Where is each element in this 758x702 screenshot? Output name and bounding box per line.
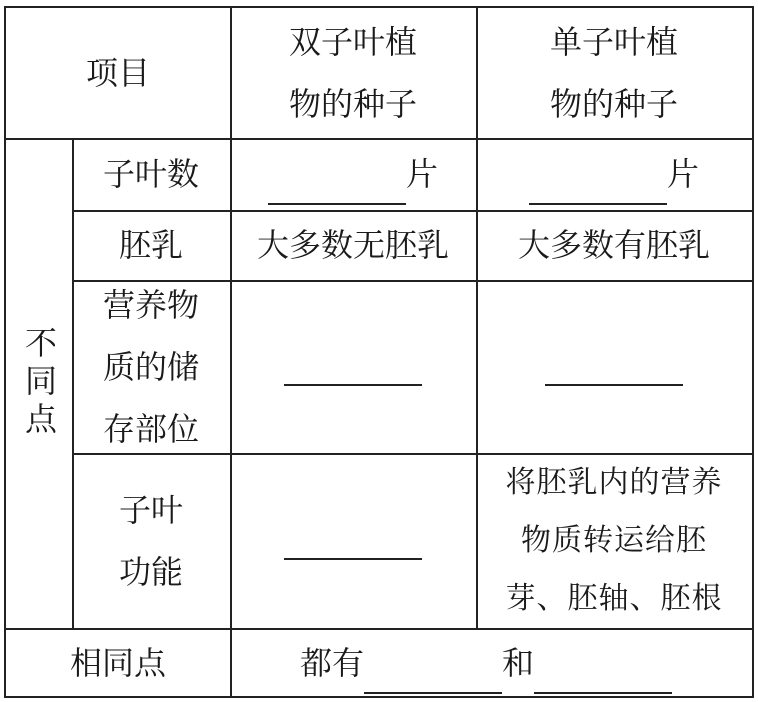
storage-label-line1: 营养物 bbox=[102, 285, 199, 324]
cell-dicot-cotyledon-count bbox=[230, 138, 476, 210]
row-label-cotyledon-count bbox=[72, 138, 230, 210]
monocot-endosperm-text: 大多数有胚乳 bbox=[517, 226, 710, 264]
fill-blank-monocot-storage[interactable] bbox=[545, 348, 683, 386]
cell-monocot-function bbox=[476, 453, 752, 628]
header-monocot-line1: 单子叶植 bbox=[549, 23, 678, 61]
common-label: 相同点 bbox=[69, 644, 166, 682]
comparison-table bbox=[4, 6, 754, 698]
cell-dicot-function bbox=[230, 453, 476, 628]
fill-blank-dicot-function[interactable] bbox=[284, 522, 422, 560]
group-label-differences bbox=[6, 138, 72, 628]
fill-blank-common-2[interactable] bbox=[534, 656, 672, 694]
endosperm-label: 胚乳 bbox=[118, 226, 183, 264]
storage-label-line2: 质的储 bbox=[102, 347, 199, 386]
header-dicot-line1: 双子叶植 bbox=[288, 23, 417, 61]
monocot-function-line3: 芽、胚轴、胚根 bbox=[505, 580, 723, 616]
row-label-storage bbox=[72, 280, 230, 453]
storage-label-line3: 存部位 bbox=[102, 409, 199, 448]
header-dicot bbox=[230, 8, 476, 138]
row-label-endosperm bbox=[72, 210, 230, 280]
fill-blank-dicot-storage[interactable] bbox=[284, 348, 422, 386]
fill-blank-common-1[interactable] bbox=[364, 656, 502, 694]
header-monocot-line2: 物的种子 bbox=[549, 85, 678, 123]
cell-monocot-cotyledon-count bbox=[476, 138, 752, 210]
common-prefix: 都有 bbox=[300, 644, 365, 682]
function-label-line2: 功能 bbox=[118, 552, 183, 591]
fill-blank-monocot-cotyledon-count[interactable] bbox=[529, 167, 667, 205]
cotyledon-count-label: 子叶数 bbox=[102, 155, 199, 193]
monocot-function-line2: 物质转运给胚 bbox=[521, 522, 707, 558]
header-item-label: 项目 bbox=[85, 54, 150, 92]
header-dicot-line2: 物的种子 bbox=[288, 85, 417, 123]
cell-dicot-storage bbox=[230, 280, 476, 453]
header-monocot bbox=[476, 8, 752, 138]
row-label-common bbox=[6, 628, 230, 698]
header-item bbox=[6, 8, 230, 138]
fill-blank-dicot-cotyledon-count[interactable] bbox=[268, 167, 406, 205]
function-label-line1: 子叶 bbox=[118, 490, 183, 529]
common-conj: 和 bbox=[502, 644, 535, 682]
row-label-function bbox=[72, 453, 230, 628]
cell-dicot-endosperm bbox=[230, 210, 476, 280]
unit-pian-monocot: 片 bbox=[666, 155, 699, 193]
dicot-endosperm-text: 大多数无胚乳 bbox=[256, 226, 449, 264]
cell-monocot-storage bbox=[476, 280, 752, 453]
unit-pian-dicot: 片 bbox=[405, 155, 438, 193]
monocot-function-line1: 将胚乳内的营养 bbox=[505, 464, 723, 500]
group-label-text: 不同点 bbox=[20, 326, 58, 440]
cell-monocot-endosperm bbox=[476, 210, 752, 280]
cell-common bbox=[230, 628, 752, 698]
